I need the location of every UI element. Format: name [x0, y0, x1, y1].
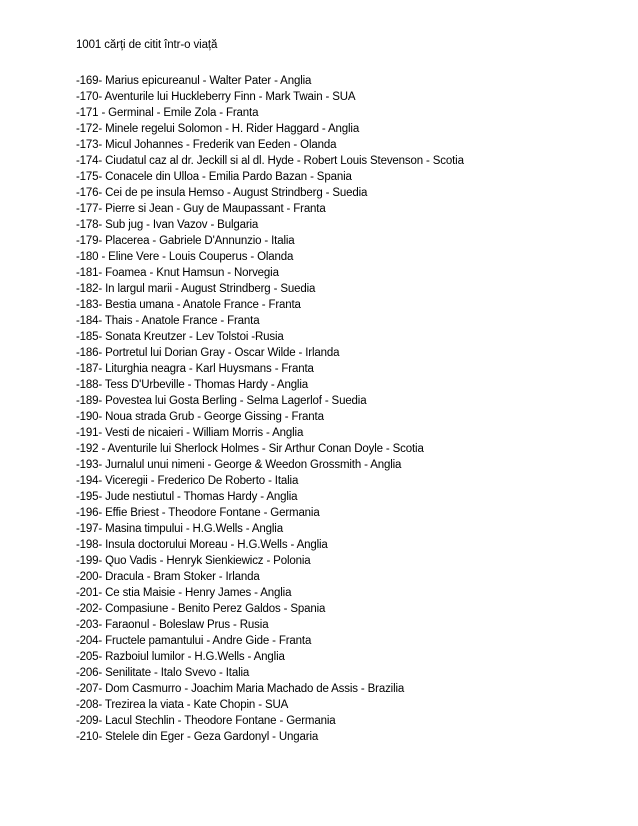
list-item: -171 - Germinal - Emile Zola - Franta [76, 107, 259, 119]
list-item: -203- Faraonul - Boleslaw Prus - Rusia [76, 619, 269, 631]
list-item: -189- Povestea lui Gosta Berling - Selma Lagerlof - Suedia [76, 395, 367, 407]
list-item: -173- Micul Johannes - Frederik van Eeden - Olanda [76, 139, 337, 151]
list-item: -170- Aventurile lui Huckleberry Finn - Mark Twain - SUA [76, 91, 356, 103]
list-item: -182- In largul marii - August Strindberg - Suedia [76, 283, 316, 295]
book-list [76, 73, 464, 745]
list-item: -175- Conacele din Ulloa - Emilia Pardo Bazan - Spania [76, 171, 352, 183]
list-item: -174- Ciudatul caz al dr. Jeckill si al dl. Hyde - Robert Louis Stevenson - Scotia [76, 155, 464, 167]
list-item: -199- Quo Vadis - Henryk Sienkiewicz - Polonia [76, 555, 311, 567]
list-item: -194- Viceregii - Frederico De Roberto - Italia [76, 475, 299, 487]
list-item: -204- Fructele pamantului - Andre Gide - Franta [76, 635, 312, 647]
document-title: 1001 cărți de citit într-o viață [76, 39, 218, 51]
list-item: -172- Minele regelui Solomon - H. Rider Haggard - Anglia [76, 123, 360, 135]
list-item: -193- Jurnalul unui nimeni - George & Weedon Grossmith - Anglia [76, 459, 402, 471]
list-item: -191- Vesti de nicaieri - William Morris - Anglia [76, 427, 304, 439]
list-item: -209- Lacul Stechlin - Theodore Fontane - Germania [76, 715, 336, 727]
list-item: -177- Pierre si Jean - Guy de Maupassant - Franta [76, 203, 326, 215]
list-item: -188- Tess D'Urbeville - Thomas Hardy - Anglia [76, 379, 308, 391]
list-item: -197- Masina timpului - H.G.Wells - Anglia [76, 523, 283, 535]
list-item: -190- Noua strada Grub - George Gissing - Franta [76, 411, 324, 423]
list-item: -205- Razboiul lumilor - H.G.Wells - Anglia [76, 651, 285, 663]
list-item: -206- Senilitate - Italo Svevo - Italia [76, 667, 250, 679]
list-item: -180 - Eline Vere - Louis Couperus - Olanda [76, 251, 294, 263]
list-item: -202- Compasiune - Benito Perez Galdos - Spania [76, 603, 326, 615]
list-item: -201- Ce stia Maisie - Henry James - Anglia [76, 587, 292, 599]
list-item: -181- Foamea - Knut Hamsun - Norvegia [76, 267, 279, 279]
list-item: -208- Trezirea la viata - Kate Chopin - SUA [76, 699, 289, 711]
list-item: -207- Dom Casmurro - Joachim Maria Machado de Assis - Brazilia [76, 683, 405, 695]
list-item: -200- Dracula - Bram Stoker - Irlanda [76, 571, 260, 583]
list-item: -195- Jude nestiutul - Thomas Hardy - Anglia [76, 491, 298, 503]
list-item: -187- Liturghia neagra - Karl Huysmans - Franta [76, 363, 314, 375]
list-item: -192 - Aventurile lui Sherlock Holmes - Sir Arthur Conan Doyle - Scotia [76, 443, 424, 455]
list-item: -185- Sonata Kreutzer - Lev Tolstoi -Rusia [76, 331, 284, 343]
list-item: -186- Portretul lui Dorian Gray - Oscar Wilde - Irlanda [76, 347, 340, 359]
list-item: -169- Marius epicureanul - Walter Pater - Anglia [76, 75, 312, 87]
list-item: -198- Insula doctorului Moreau - H.G.Wells - Anglia [76, 539, 328, 551]
list-item: -178- Sub jug - Ivan Vazov - Bulgaria [76, 219, 259, 231]
list-item: -179- Placerea - Gabriele D'Annunzio - Italia [76, 235, 295, 247]
list-item: -196- Effie Briest - Theodore Fontane - Germania [76, 507, 320, 519]
list-item: -184- Thais - Anatole France - Franta [76, 315, 260, 327]
list-item: -176- Cei de pe insula Hemso - August Strindberg - Suedia [76, 187, 368, 199]
list-item: -210- Stelele din Eger - Geza Gardonyl - Ungaria [76, 731, 319, 743]
list-item: -183- Bestia umana - Anatole France - Franta [76, 299, 301, 311]
